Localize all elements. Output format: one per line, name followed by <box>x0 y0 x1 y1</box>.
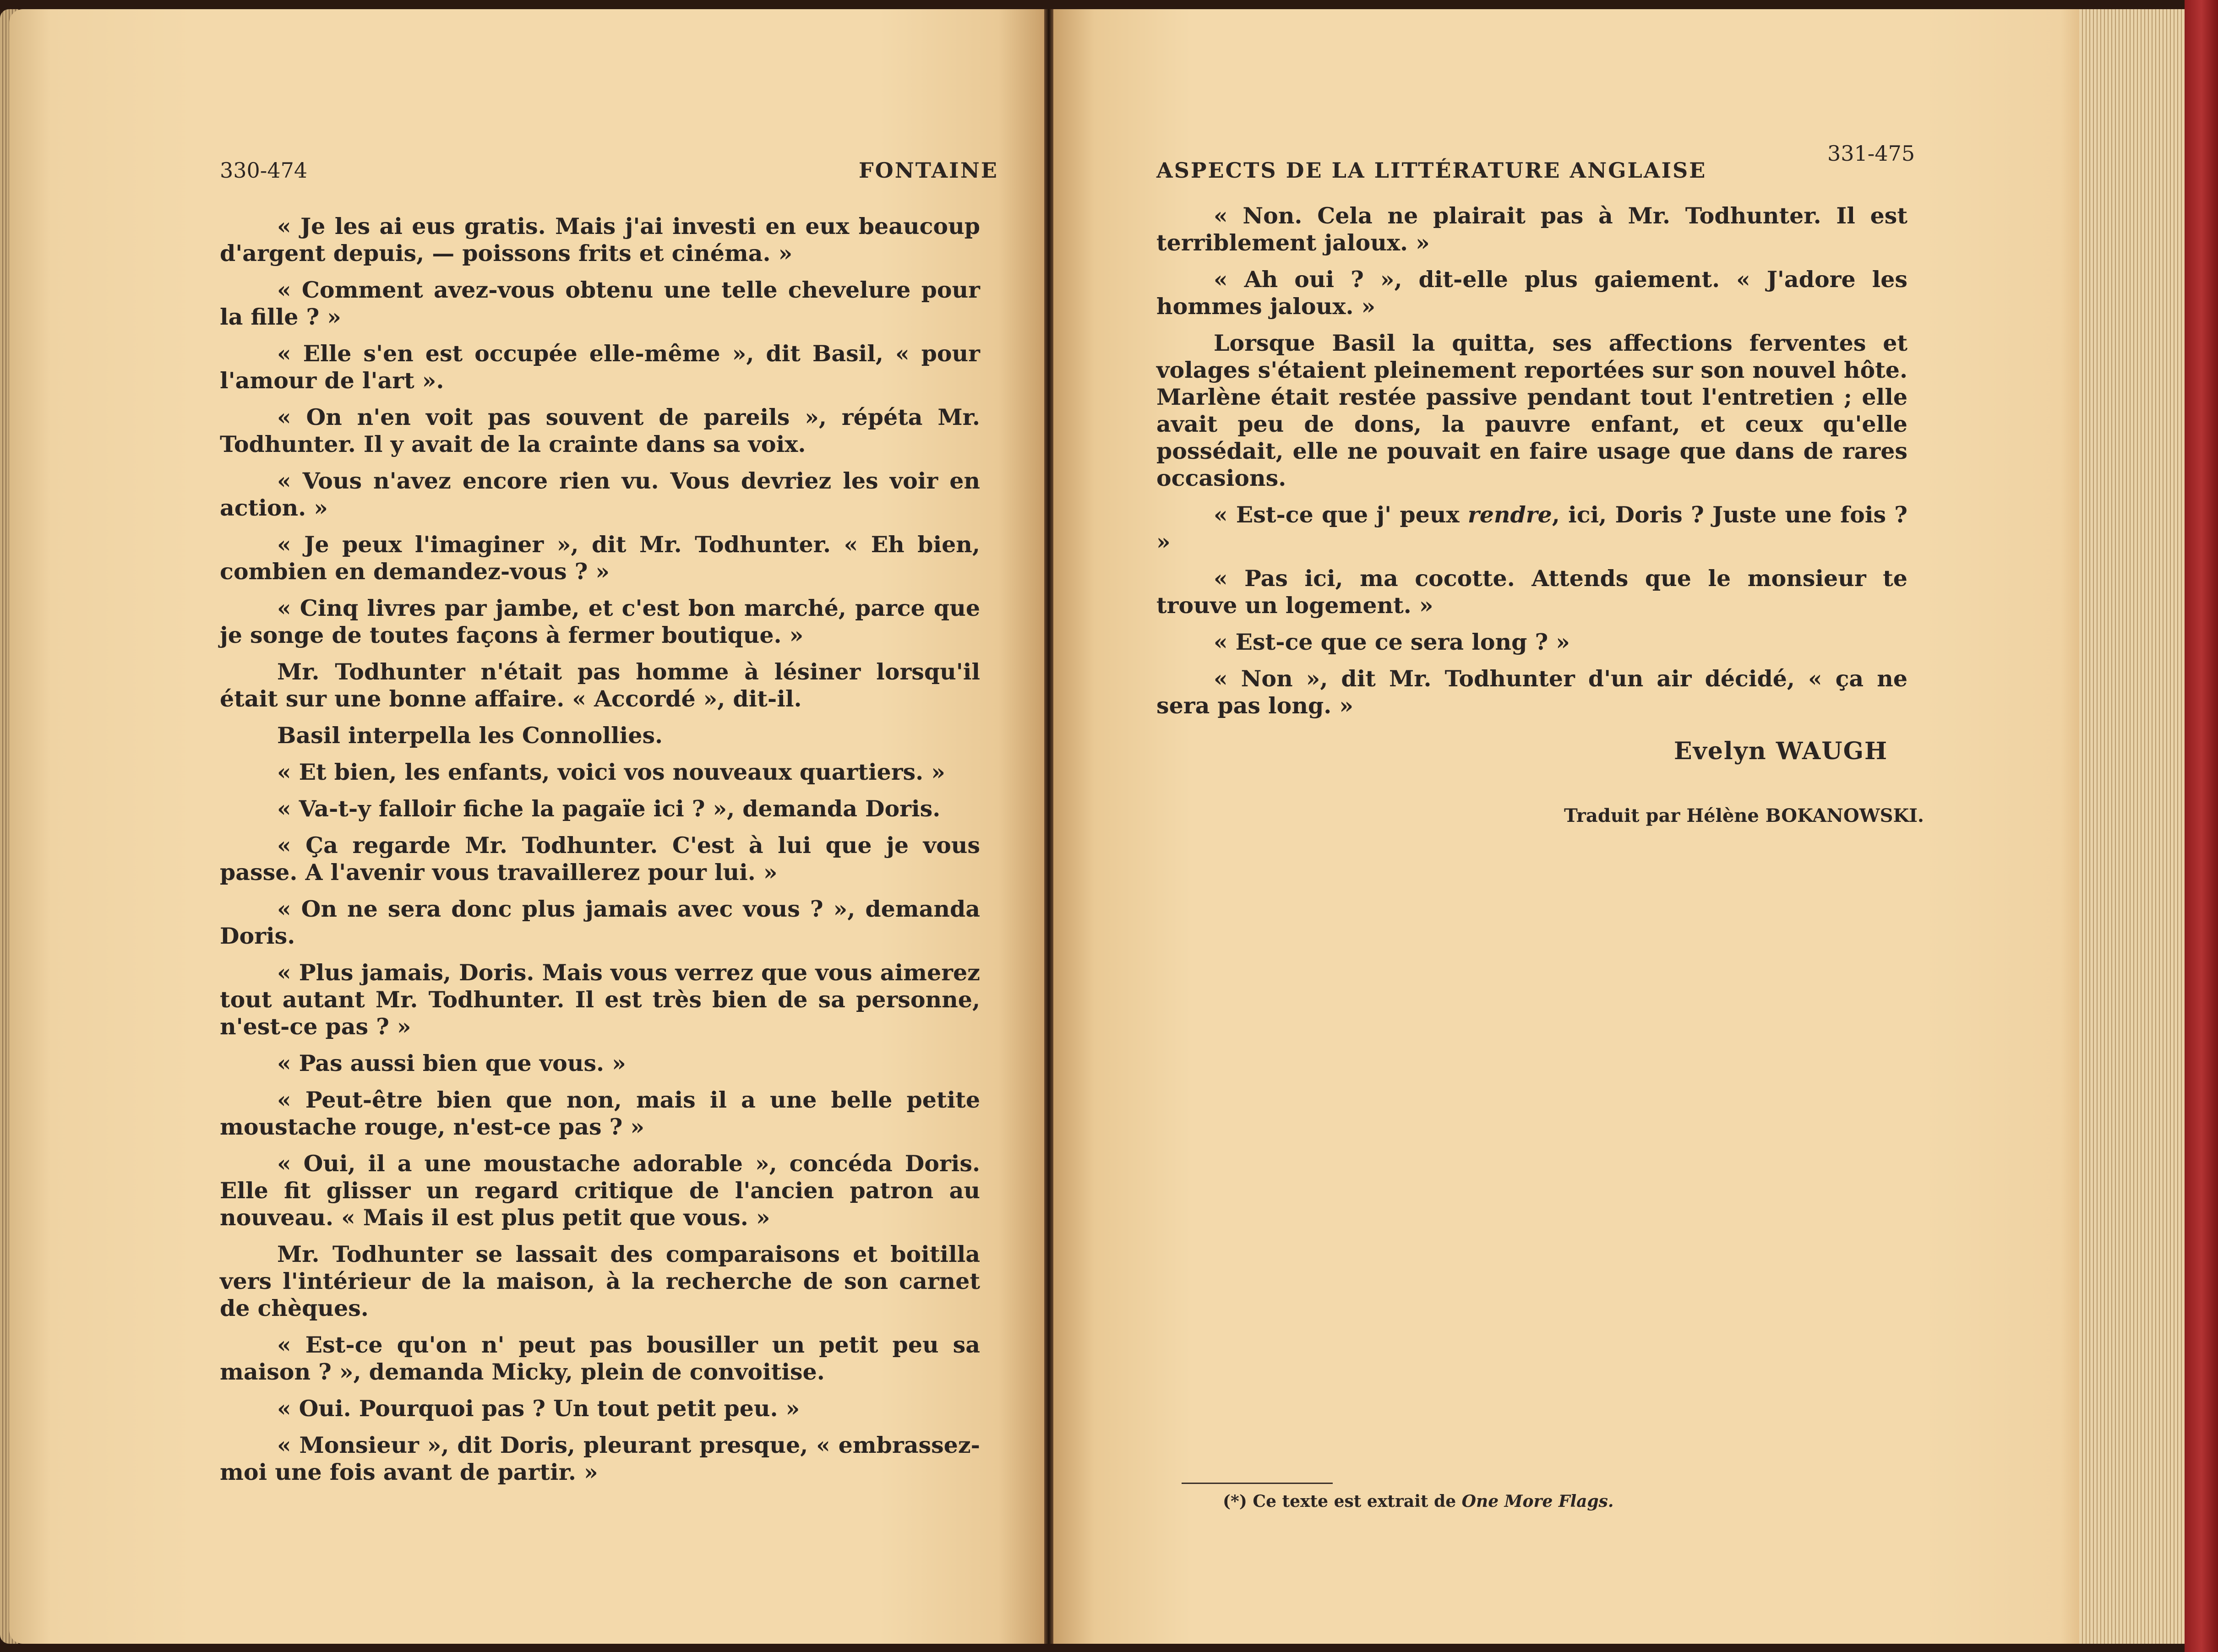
paragraph: « Oui, il a une moustache adorable », concéda Doris. Elle fit glisser un regard critique de l'ancien patron au nouveau. « Mais il est plus petit que vous. » <box>220 1150 980 1231</box>
paragraph: « Pas ici, ma cocotte. Attends que le monsieur te trouve un logement. » <box>1156 565 1907 619</box>
paragraph: « Va-t-y falloir fiche la pagaïe ici ? », demanda Doris. <box>277 795 941 822</box>
paragraph: « On ne sera donc plus jamais avec vous ? », demanda Doris. <box>220 896 980 949</box>
italic-word: rendre <box>1467 501 1552 528</box>
paragraph: Mr. Todhunter se lassait des comparaisons et boitilla vers l'intérieur de la maison, à la recherche de son carnet de chèques. <box>220 1241 980 1321</box>
footnote <box>1223 1492 1613 1511</box>
paragraph: « Ça regarde Mr. Todhunter. C'est à lui que je vous passe. A l'avenir vous travaillerez pour lui. » <box>220 832 980 886</box>
paragraph: « Je peux l'imaginer », dit Mr. Todhunter. « Eh bien, combien en demandez-vous ? » <box>220 531 980 585</box>
right-page-edges <box>2079 9 2185 1644</box>
paragraph: « On n'en voit pas souvent de pareils », répéta Mr. Todhunter. Il y avait de la crainte dans sa voix. <box>220 404 980 457</box>
left-folio: 330-474 <box>220 158 308 183</box>
paragraph: « Cinq livres par jambe, et c'est bon marché, parce que je songe de toutes façons à fermer boutique. » <box>220 595 980 648</box>
text-run: « Est-ce que j' peux <box>1214 501 1468 528</box>
footnote-rule <box>1182 1483 1333 1484</box>
paragraph: « Est-ce qu'on n' peut pas bousiller un petit peu sa maison ? », demanda Micky, plein de convoitise. <box>220 1331 980 1385</box>
right-page <box>1053 9 2079 1644</box>
paragraph: « Est-ce que ce sera long ? » <box>1214 629 1570 655</box>
red-cover-edge <box>2185 0 2218 1652</box>
paragraph-rendre <box>1156 501 1907 555</box>
paragraph: « Et bien, les enfants, voici vos nouveaux quartiers. » <box>277 759 945 785</box>
left-running-head: FONTAINE <box>859 158 998 183</box>
footnote-prefix: (*) Ce texte est extrait de <box>1223 1492 1462 1511</box>
paragraph: « Non », dit Mr. Todhunter d'un air décidé, « ça ne sera pas long. » <box>1156 665 1907 719</box>
paragraph: « Non. Cela ne plairait pas à Mr. Todhunter. Il est terriblement jaloux. » <box>1156 202 1907 256</box>
book-gutter <box>1044 9 1053 1644</box>
right-body-text <box>1156 202 1907 729</box>
translator-prefix: Traduit par Hélène <box>1564 805 1766 826</box>
paragraph: Basil interpella les Connollies. <box>277 722 663 749</box>
footnote-title: One More Flags. <box>1461 1492 1614 1511</box>
paragraph: « Comment avez-vous obtenu une telle chevelure pour la fille ? » <box>220 277 980 330</box>
right-folio: 331-475 <box>1827 141 1915 166</box>
author-signature: Evelyn WAUGH <box>1674 737 1888 765</box>
paragraph: « Oui. Pourquoi pas ? Un tout petit peu. » <box>277 1395 800 1422</box>
translator-credit <box>1564 805 1924 826</box>
paragraph: « Peut-être bien que non, mais il a une belle petite moustache rouge, n'est-ce pas ? » <box>220 1087 980 1140</box>
paragraph: « Plus jamais, Doris. Mais vous verrez que vous aimerez tout autant Mr. Todhunter. Il est très bien de sa personne, n'est-ce pas ? » <box>220 959 980 1040</box>
right-running-head: ASPECTS DE LA LITTÉRATURE ANGLAISE <box>1156 158 1707 183</box>
text-run: , ici, Doris ? Juste une fois ? » <box>1156 501 1908 555</box>
paragraph: « Pas aussi bien que vous. » <box>277 1050 626 1076</box>
translator-name: BOKANOWSKI. <box>1765 805 1924 826</box>
paragraph: « Vous n'avez encore rien vu. Vous devriez les voir en action. » <box>220 467 980 521</box>
paragraph: « Monsieur », dit Doris, pleurant presque, « embrassez-moi une fois avant de partir. » <box>220 1432 980 1485</box>
paragraph: « Elle s'en est occupée elle-même », dit Basil, « pour l'amour de l'art ». <box>220 340 980 394</box>
paragraph: « Je les ai eus gratis. Mais j'ai investi en eux beaucoup d'argent depuis, — poissons frits et cinéma. » <box>220 213 980 266</box>
left-page <box>9 9 1044 1644</box>
left-body-text <box>220 213 980 1495</box>
paragraph: « Ah oui ? », dit-elle plus gaiement. « J'adore les hommes jaloux. » <box>1156 266 1907 320</box>
paragraph: Mr. Todhunter n'était pas homme à lésiner lorsqu'il était sur une bonne affaire. « Accordé », dit-il. <box>220 658 980 712</box>
paragraph: Lorsque Basil la quitta, ses affections ferventes et volages s'étaient pleinement reportées sur son nouvel hôte. Marlène était restée passive pendant tout l'entretien ; elle avait peu de dons, la pauvre enfant, et ceux qu'elle possédait, elle ne pouvait en faire usage que dans de rares occasions. <box>1156 330 1907 491</box>
